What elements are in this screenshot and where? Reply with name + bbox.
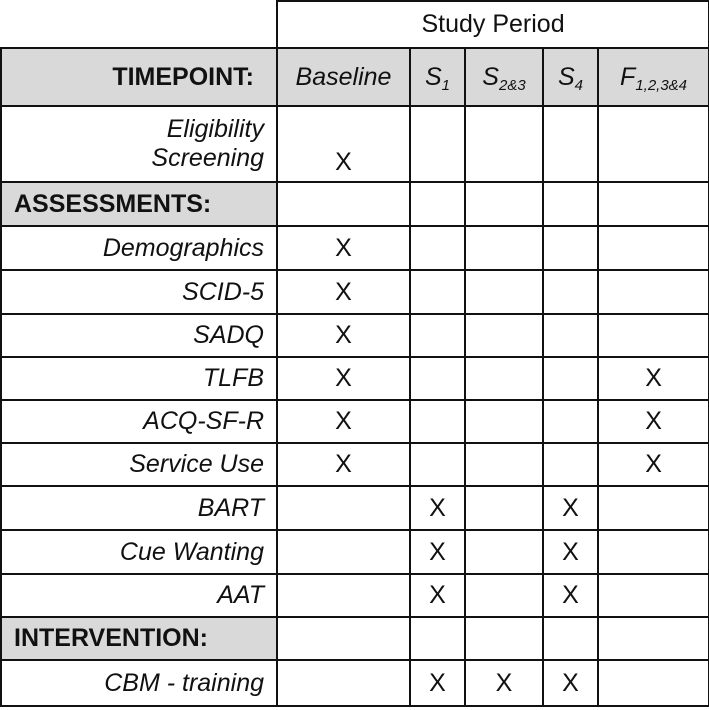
mark-cell	[465, 530, 543, 574]
mark-cell: X	[543, 660, 598, 706]
timepoint-row	[1, 48, 709, 106]
col-header-s4: $S_4$	[543, 48, 598, 106]
mark-cell	[543, 106, 598, 182]
mark-cell: X	[410, 530, 465, 574]
row-label: SADQ	[1, 314, 277, 357]
empty-cell	[543, 182, 598, 226]
table-row	[1, 574, 709, 617]
study-period-header: Study Period	[277, 1, 709, 48]
mark-cell	[543, 226, 598, 270]
mark-cell	[465, 400, 543, 443]
timepoint-label: TIMEPOINT:	[1, 48, 277, 106]
mark-cell: X	[277, 400, 410, 443]
mark-cell	[598, 106, 709, 182]
mark-cell	[410, 226, 465, 270]
mark-cell	[277, 486, 410, 530]
mark-cell	[465, 574, 543, 617]
row-label: TLFB	[1, 357, 277, 400]
row-label: Service Use	[1, 443, 277, 486]
mark-cell	[465, 226, 543, 270]
row-label-eligibility-screening: Eligibility Screening	[1, 106, 277, 182]
mark-cell	[598, 226, 709, 270]
col-header-s1: $S_1$	[410, 48, 465, 106]
mark-cell	[598, 574, 709, 617]
mark-cell	[465, 443, 543, 486]
empty-cell	[465, 182, 543, 226]
row-label: CBM - training	[1, 660, 277, 706]
empty-cell	[277, 617, 410, 660]
mark-cell: X	[277, 357, 410, 400]
mark-cell	[410, 314, 465, 357]
section-label-intervention: INTERVENTION:	[1, 617, 277, 660]
mark-cell: X	[277, 443, 410, 486]
empty-cell	[277, 182, 410, 226]
mark-cell	[277, 574, 410, 617]
mark-cell	[598, 660, 709, 706]
table-row	[1, 400, 709, 443]
mark-cell	[410, 106, 465, 182]
table-row	[1, 443, 709, 486]
mark-cell	[410, 443, 465, 486]
empty-cell	[410, 182, 465, 226]
mark-cell: X	[543, 486, 598, 530]
mark-cell	[543, 443, 598, 486]
mark-cell	[410, 270, 465, 314]
mark-cell: X	[277, 226, 410, 270]
table-row	[1, 486, 709, 530]
mark-cell	[543, 357, 598, 400]
mark-cell	[277, 530, 410, 574]
section-row	[1, 617, 709, 660]
corner-cell	[1, 1, 277, 48]
mark-cell: X	[598, 357, 709, 400]
mark-cell	[465, 357, 543, 400]
empty-cell	[543, 617, 598, 660]
mark-cell: X	[277, 106, 410, 182]
mark-cell	[598, 314, 709, 357]
mark-cell	[598, 530, 709, 574]
mark-cell	[465, 106, 543, 182]
row-label: ACQ-SF-R	[1, 400, 277, 443]
study-period-row	[1, 1, 709, 48]
mark-cell: X	[277, 314, 410, 357]
mark-cell: X	[410, 660, 465, 706]
mark-cell	[465, 270, 543, 314]
table-row	[1, 530, 709, 574]
mark-cell	[410, 400, 465, 443]
row-label: AAT	[1, 574, 277, 617]
empty-cell	[598, 182, 709, 226]
mark-cell: X	[543, 574, 598, 617]
col-header-f: $F_{1,2,3\&4}$	[598, 48, 709, 106]
mark-cell: X	[598, 443, 709, 486]
mark-cell: X	[465, 660, 543, 706]
mark-cell	[598, 486, 709, 530]
section-row	[1, 182, 709, 226]
mark-cell	[465, 486, 543, 530]
table-row	[1, 270, 709, 314]
mark-cell	[465, 314, 543, 357]
mark-cell: X	[277, 270, 410, 314]
mark-cell: X	[543, 530, 598, 574]
col-header-s2-3: $S_{2\&3}$	[465, 48, 543, 106]
mark-cell: X	[598, 400, 709, 443]
empty-cell	[410, 617, 465, 660]
table-row	[1, 106, 709, 182]
section-label-assessments: ASSESSMENTS:	[1, 182, 277, 226]
mark-cell	[598, 270, 709, 314]
table-row	[1, 226, 709, 270]
mark-cell	[543, 314, 598, 357]
row-label: SCID-5	[1, 270, 277, 314]
mark-cell: X	[410, 574, 465, 617]
table-row	[1, 357, 709, 400]
mark-cell	[277, 660, 410, 706]
col-header-baseline: Baseline	[277, 48, 410, 106]
table-row	[1, 314, 709, 357]
empty-cell	[465, 617, 543, 660]
row-label: Cue Wanting	[1, 530, 277, 574]
row-label: BART	[1, 486, 277, 530]
mark-cell	[410, 357, 465, 400]
mark-cell	[543, 270, 598, 314]
empty-cell	[598, 617, 709, 660]
mark-cell: X	[410, 486, 465, 530]
table-row	[1, 660, 709, 706]
mark-cell	[543, 400, 598, 443]
row-label: Demographics	[1, 226, 277, 270]
